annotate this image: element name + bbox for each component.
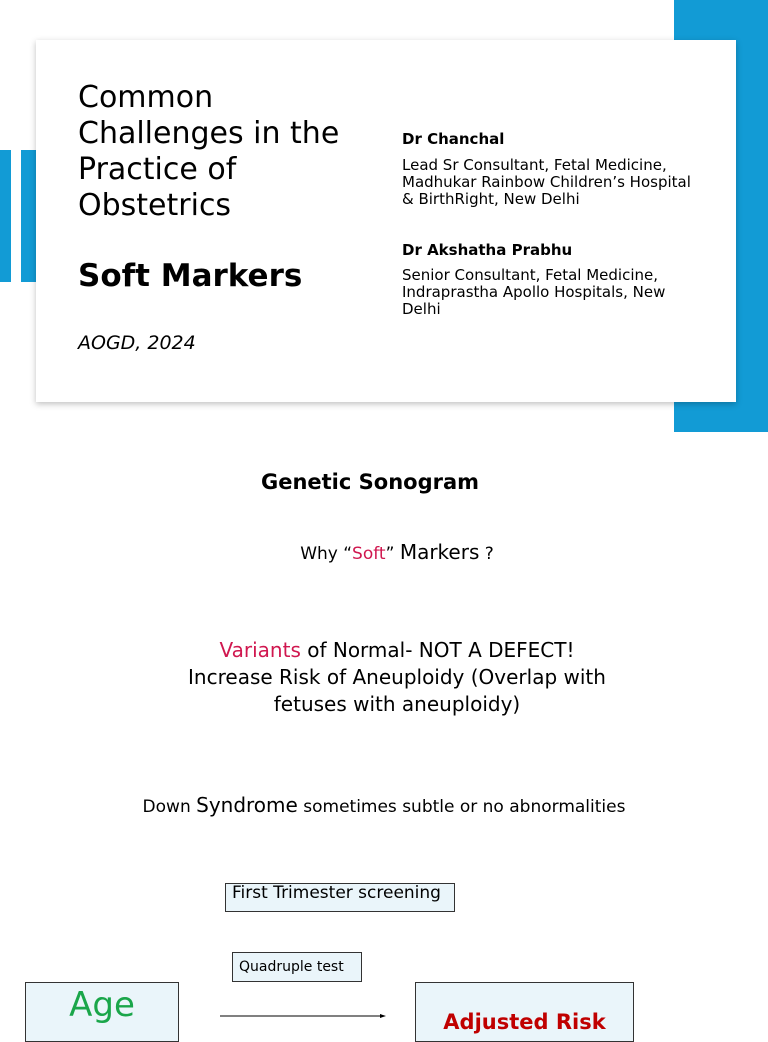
variants-line-2: Increase Risk of Aneuploidy (Overlap with [188,665,606,689]
accent-bar-left-1 [0,150,11,282]
why-mid: ” [385,544,400,564]
soft-highlight: Soft [352,544,386,564]
variants-line-1-rest: of Normal- NOT A DEFECT! [300,638,575,662]
down-suffix: sometimes subtle or no abnormalities [297,797,626,817]
author-name: Dr Chanchal [402,130,505,148]
presentation-title: Common Challenges in the Practice of Obstetrics [78,80,340,223]
down-syndrome-line [0,793,768,817]
author-description: Lead Sr Consultant, Fetal Medicine, Madhukar Rainbow Children’s Hospital & BirthRight, New Delhi [402,156,691,208]
section-heading: Genetic Sonogram [260,470,480,494]
variants-line-1 [0,637,768,664]
why-soft-markers-line [0,540,768,564]
syndrome-word: Syndrome [196,793,298,817]
why-prefix: Why “ [300,544,353,564]
presentation-subtitle: Soft Markers [78,258,303,294]
down-prefix: Down [142,797,197,817]
variants-line-3: fetuses with aneuploidy) [273,692,521,716]
first-trimester-box: First Trimester screening [225,883,455,912]
author-name: Dr Akshatha Prabhu [402,241,573,259]
accent-bar-left-2 [21,150,36,282]
age-box: Age [25,982,179,1042]
variants-highlight: Variants [219,638,301,662]
event-label: AOGD, 2024 [78,332,196,354]
author-description: Senior Consultant, Fetal Medicine, Indraprastha Apollo Hospitals, New Delhi [402,266,666,318]
quadruple-test-box: Quadruple test [232,952,362,982]
markers-word: Markers [399,540,480,564]
arrow-connector [220,1014,386,1018]
variants-statement [0,637,768,718]
adjusted-risk-box: Adjusted Risk [415,982,634,1042]
why-suffix: ? [479,544,494,564]
